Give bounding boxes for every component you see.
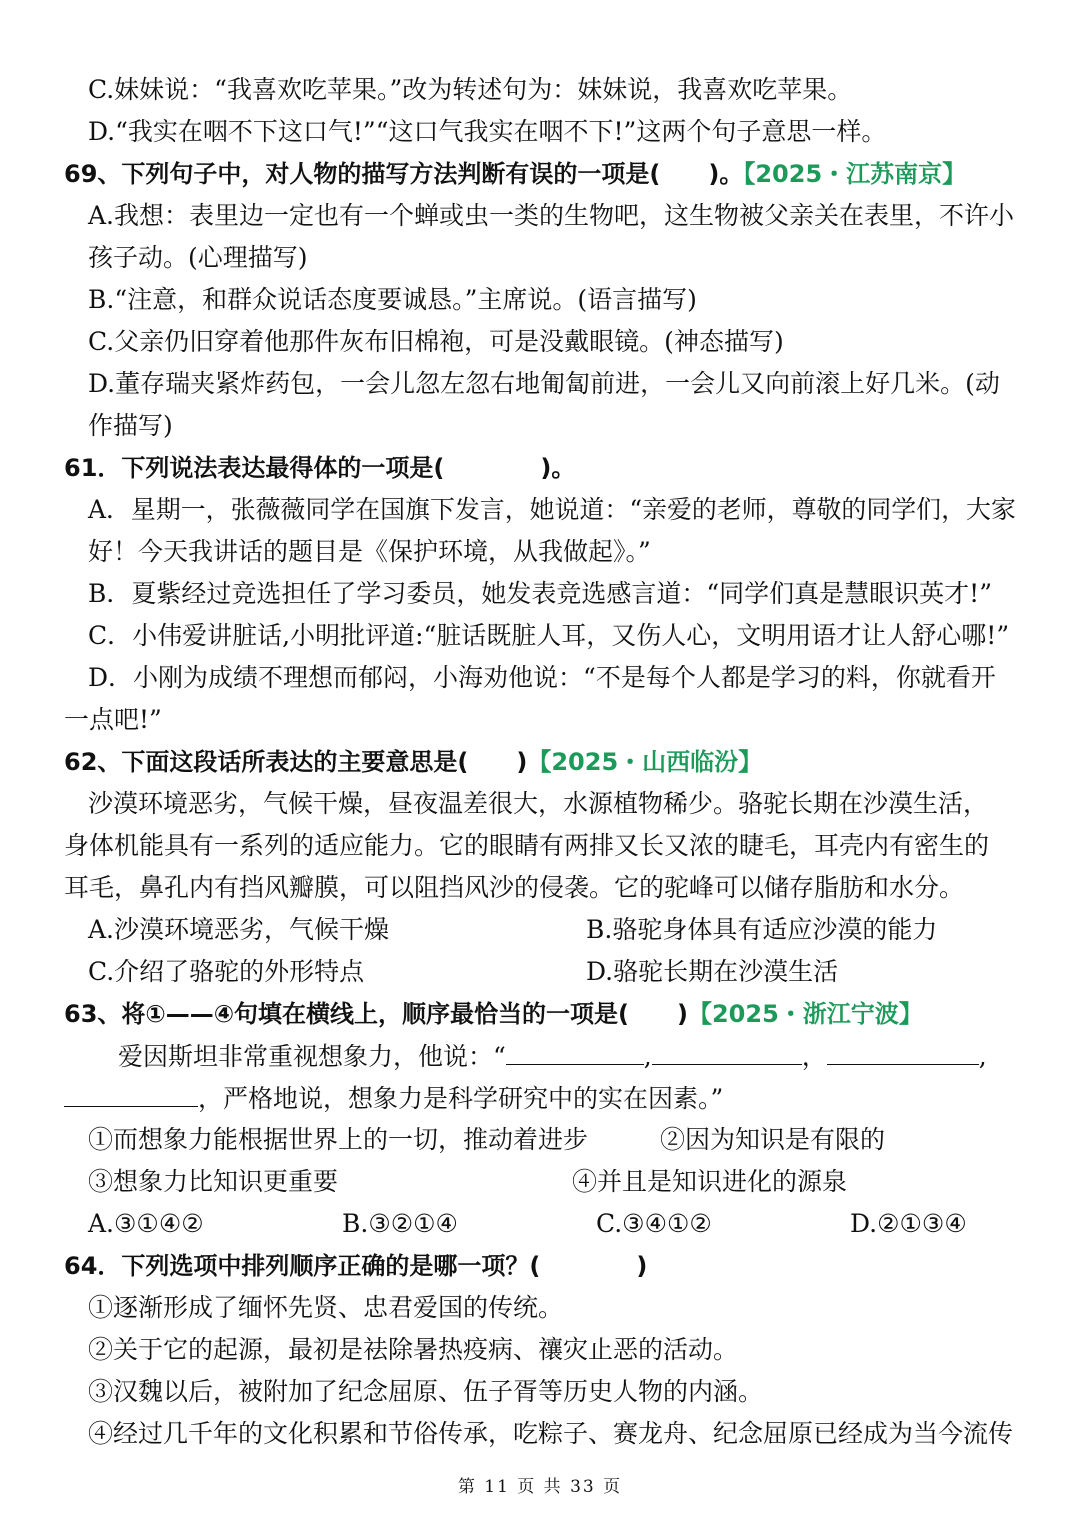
option-line: C.父亲仍旧穿着他那件灰布旧棉袍，可是没戴眼镜。(神态描写) — [88, 327, 784, 356]
option-line: 孩子动。(心理描写) — [88, 243, 308, 272]
quote-rest: ，严格地说，想象力是科学研究中的实在因素。” — [198, 1084, 724, 1113]
option-line: C．小伟爱讲脏话,小明批评道:“脏话既脏人耳，又伤人心，文明用语才让人舒心哪!” — [88, 621, 1010, 650]
option-line: 作描写) — [88, 411, 173, 440]
text-line: C.妹妹说：“我喜欢吃苹果。”改为转述句为：妹妹说，我喜欢吃苹果。 — [88, 75, 853, 104]
option-line: D.董存瑞夹紧炸药包，一会儿忽左忽右地匍匐前进，一会儿又向前滚上好几米。(动 — [88, 369, 1000, 398]
option-d: D.②①③④ — [850, 1209, 967, 1238]
quote-intro: 爱因斯坦非常重视想象力，他说：“ — [118, 1042, 506, 1071]
option-a: A.③①④② — [88, 1209, 204, 1238]
sentence-3: ③想象力比知识更重要 — [88, 1167, 339, 1196]
question-text: 63、将①——④句填在横线上，顺序最恰当的一项是( ) — [64, 1000, 688, 1028]
sentence-1: ①而想象力能根据世界上的一切，推动着进步 — [88, 1125, 589, 1154]
option-line: A．星期一，张薇薇同学在国旗下发言，她说道：“亲爱的老师，尊敬的同学们，大家 — [88, 495, 1016, 524]
sentence-1: ①逐渐形成了缅怀先贤、忠君爱国的传统。 — [88, 1293, 564, 1322]
passage-line: 耳毛，鼻孔内有挡风瓣膜，可以阻挡风沙的侵袭。它的驼峰可以储存脂肪和水分。 — [64, 873, 965, 902]
option-b: B.③②①④ — [342, 1209, 458, 1238]
option-line: B.“注意，和群众说话态度要诚恳。”主席说。(语言描写) — [88, 285, 697, 314]
question-61-heading: 61．下列说法表达最得体的一项是( )。 — [64, 454, 576, 482]
option-line: A.我想：表里边一定也有一个蝉或虫一类的生物吧，这生物被父亲关在表里，不许小 — [88, 201, 1015, 230]
option-a: A.沙漠环境恶劣，气候干燥 — [88, 915, 390, 944]
sentence-3: ③汉魏以后，被附加了纪念屈原、伍子胥等历史人物的内涵。 — [88, 1377, 764, 1406]
source-tag: 【2025・浙江宁波】 — [687, 1000, 923, 1028]
source-tag: 【2025・山西临汾】 — [527, 748, 763, 776]
passage-line: 沙漠环境恶劣，气候干燥，昼夜温差很大，水源植物稀少。骆驼长期在沙漠生活， — [88, 789, 989, 818]
option-d: D.骆驼长期在沙漠生活 — [586, 957, 839, 986]
page-footer: 第 11 页 共 33 页 — [457, 1477, 623, 1497]
blank-3[interactable] — [827, 1040, 979, 1065]
sentence-4: ④经过几千年的文化积累和节俗传承，吃粽子、赛龙舟、纪念屈原已经成为当今流传 — [88, 1419, 1014, 1448]
option-c: C.③④①② — [596, 1209, 712, 1238]
question-62-heading — [64, 746, 762, 778]
option-b: B.骆驼身体具有适应沙漠的能力 — [586, 915, 938, 944]
fill-blank-line — [64, 1082, 723, 1115]
blank-2[interactable] — [652, 1040, 802, 1065]
blank-4[interactable] — [64, 1082, 198, 1107]
sentence-2: ②因为知识是有限的 — [660, 1125, 886, 1154]
text-line: D.“我实在咽不下这口气!”“这口气我实在咽不下!”这两个句子意思一样。 — [88, 117, 887, 146]
sentence-4: ④并且是知识进化的源泉 — [572, 1167, 848, 1196]
question-text: 69、下列句子中，对人物的描写方法判断有误的一项是( )。 — [64, 160, 744, 188]
blank-1[interactable] — [506, 1040, 644, 1065]
question-64-heading: 64．下列选项中排列顺序正确的是哪一项？( ) — [64, 1252, 648, 1280]
option-line: B．夏紫经过竞选担任了学习委员，她发表竞选感言道：“同学们真是慧眼识英才!” — [88, 579, 992, 608]
option-line: 好！今天我讲话的题目是《保护环境，从我做起》。” — [88, 537, 651, 566]
passage-line: 身体机能具有一系列的适应能力。它的眼睛有两排又长又浓的睫毛，耳壳内有密生的 — [64, 831, 990, 860]
question-text: 62、下面这段话所表达的主要意思是( ) — [64, 748, 528, 776]
option-c: C.介绍了骆驼的外形特点 — [88, 957, 365, 986]
sentence-2: ②关于它的起源，最初是祛除暑热疫病、禳灾止恶的活动。 — [88, 1335, 739, 1364]
question-63-heading — [64, 998, 923, 1030]
source-tag: 【2025・江苏南京】 — [743, 160, 967, 188]
question-69-heading — [64, 158, 966, 190]
fill-blank-line: 爱因斯坦非常重视想象力，他说：“ , ， , — [118, 1042, 987, 1071]
option-line: 一点吧!” — [64, 705, 162, 734]
option-line: D．小刚为成绩不理想而郁闷，小海劝他说：“不是每个人都是学习的料，你就看开 — [88, 663, 996, 692]
